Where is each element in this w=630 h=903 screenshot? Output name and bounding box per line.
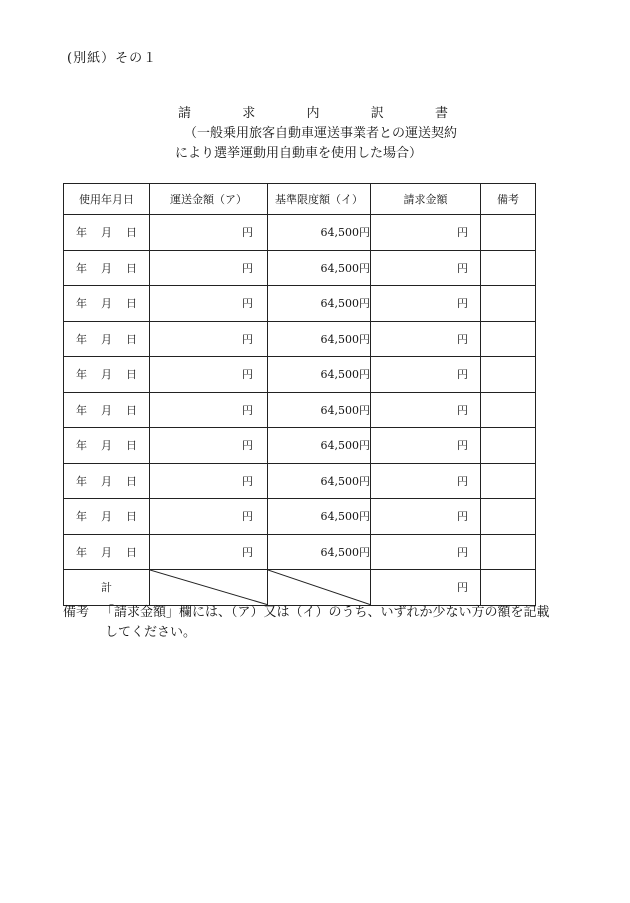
standard-limit-cell xyxy=(268,428,371,464)
table-row xyxy=(64,215,536,251)
diagonal-line xyxy=(268,570,370,605)
date-day-label: 日 xyxy=(126,510,137,524)
title-char: 求 xyxy=(242,106,256,121)
total-label: 計 xyxy=(64,570,150,606)
date-month-label: 月 xyxy=(101,261,112,275)
limit-yen: 円 xyxy=(359,545,370,559)
standard-limit-cell xyxy=(268,392,371,428)
remarks-cell xyxy=(481,215,536,251)
header-remarks: 備考 xyxy=(481,184,536,215)
date-month-label: 月 xyxy=(101,474,112,488)
limit-yen: 円 xyxy=(359,261,370,275)
header-claim-amount: 請求金額 xyxy=(371,184,481,215)
date-day-label: 日 xyxy=(126,297,137,311)
diagonal-cell xyxy=(150,570,268,606)
date-year-label: 年 xyxy=(76,439,87,453)
limit-yen: 円 xyxy=(359,297,370,311)
table-row xyxy=(64,428,536,464)
limit-amount: 64,500 xyxy=(320,510,359,524)
claim-amount-cell: 円 xyxy=(371,215,481,251)
standard-limit-cell xyxy=(268,215,371,251)
table-row xyxy=(64,534,536,570)
limit-yen: 円 xyxy=(359,332,370,346)
date-cell xyxy=(64,250,150,286)
remark-line-1: 「請求金額」欄には、（ア）又は（イ）のうち、いずれか少ない方の額を記載 xyxy=(101,605,550,620)
claim-amount-cell: 円 xyxy=(371,463,481,499)
claim-amount-cell: 円 xyxy=(371,428,481,464)
total-row xyxy=(64,570,536,606)
standard-limit-cell xyxy=(268,463,371,499)
transport-amount-cell: 円 xyxy=(150,215,268,251)
subtitle-line-2: により選挙運動用自動車を使用した場合） xyxy=(175,146,423,161)
table-row xyxy=(64,250,536,286)
date-cell xyxy=(64,215,150,251)
transport-amount-cell: 円 xyxy=(150,534,268,570)
title-char: 請 xyxy=(178,106,192,121)
table-row xyxy=(64,321,536,357)
header-standard-limit: 基準限度額（イ） xyxy=(268,184,371,215)
date-cell xyxy=(64,534,150,570)
table-row xyxy=(64,357,536,393)
transport-amount-cell: 円 xyxy=(150,463,268,499)
limit-amount: 64,500 xyxy=(320,545,359,559)
table-row xyxy=(64,463,536,499)
title-char: 書 xyxy=(434,106,448,121)
date-cell xyxy=(64,357,150,393)
claim-amount-cell: 円 xyxy=(371,534,481,570)
date-month-label: 月 xyxy=(101,226,112,240)
limit-yen: 円 xyxy=(359,403,370,417)
table-body xyxy=(64,215,536,570)
standard-limit-cell xyxy=(268,357,371,393)
transport-amount-cell: 円 xyxy=(150,428,268,464)
date-day-label: 日 xyxy=(126,474,137,488)
limit-yen: 円 xyxy=(359,368,370,382)
remarks-cell xyxy=(481,357,536,393)
date-day-label: 日 xyxy=(126,439,137,453)
header-transport-amount: 運送金額（ア） xyxy=(150,184,268,215)
date-day-label: 日 xyxy=(126,368,137,382)
claim-amount-cell: 円 xyxy=(371,250,481,286)
header-note: (別紙）その１ xyxy=(67,51,158,66)
date-day-label: 日 xyxy=(126,332,137,346)
limit-yen: 円 xyxy=(359,439,370,453)
transport-amount-cell: 円 xyxy=(150,321,268,357)
date-cell xyxy=(64,321,150,357)
remarks-cell xyxy=(481,392,536,428)
limit-amount: 64,500 xyxy=(320,439,359,453)
standard-limit-cell xyxy=(268,321,371,357)
limit-amount: 64,500 xyxy=(320,368,359,382)
date-year-label: 年 xyxy=(76,226,87,240)
transport-amount-cell: 円 xyxy=(150,392,268,428)
claim-amount-cell: 円 xyxy=(371,357,481,393)
total-claim-cell: 円 xyxy=(371,570,481,606)
date-year-label: 年 xyxy=(76,510,87,524)
limit-amount: 64,500 xyxy=(320,226,359,240)
transport-amount-cell: 円 xyxy=(150,499,268,535)
remark-line-2: してください。 xyxy=(105,625,197,640)
date-month-label: 月 xyxy=(101,545,112,559)
limit-amount: 64,500 xyxy=(320,403,359,417)
remark-note xyxy=(63,603,550,643)
table-row xyxy=(64,286,536,322)
table-row xyxy=(64,392,536,428)
date-year-label: 年 xyxy=(76,261,87,275)
date-day-label: 日 xyxy=(126,545,137,559)
limit-amount: 64,500 xyxy=(320,261,359,275)
document-subtitle xyxy=(175,124,457,164)
limit-amount: 64,500 xyxy=(320,297,359,311)
remarks-cell xyxy=(481,286,536,322)
date-month-label: 月 xyxy=(101,439,112,453)
date-cell xyxy=(64,463,150,499)
standard-limit-cell xyxy=(268,499,371,535)
date-year-label: 年 xyxy=(76,297,87,311)
date-year-label: 年 xyxy=(76,403,87,417)
standard-limit-cell xyxy=(268,286,371,322)
claim-amount-cell: 円 xyxy=(371,286,481,322)
limit-yen: 円 xyxy=(359,226,370,240)
subtitle-line-1: （一般乗用旅客自動車運送事業者との運送契約 xyxy=(184,126,458,141)
transport-amount-cell: 円 xyxy=(150,250,268,286)
limit-yen: 円 xyxy=(359,474,370,488)
date-cell xyxy=(64,499,150,535)
header-usage-date: 使用年月日 xyxy=(64,184,150,215)
transport-amount-cell: 円 xyxy=(150,357,268,393)
date-month-label: 月 xyxy=(101,368,112,382)
standard-limit-cell xyxy=(268,534,371,570)
table-row xyxy=(64,499,536,535)
diagonal-line xyxy=(150,570,267,605)
remarks-cell xyxy=(481,428,536,464)
date-month-label: 月 xyxy=(101,332,112,346)
breakdown-table xyxy=(63,183,536,606)
diagonal-cell xyxy=(268,570,371,606)
date-month-label: 月 xyxy=(101,297,112,311)
claim-amount-cell: 円 xyxy=(371,499,481,535)
total-remarks-cell xyxy=(481,570,536,606)
limit-amount: 64,500 xyxy=(320,474,359,488)
remarks-cell xyxy=(481,321,536,357)
document-title xyxy=(178,102,448,121)
date-day-label: 日 xyxy=(126,261,137,275)
claim-amount-cell: 円 xyxy=(371,321,481,357)
date-year-label: 年 xyxy=(76,545,87,559)
transport-amount-cell: 円 xyxy=(150,286,268,322)
date-year-label: 年 xyxy=(76,332,87,346)
date-month-label: 月 xyxy=(101,403,112,417)
limit-amount: 64,500 xyxy=(320,332,359,346)
date-month-label: 月 xyxy=(101,510,112,524)
remark-head: 備考 xyxy=(63,605,90,620)
remarks-cell xyxy=(481,250,536,286)
date-cell xyxy=(64,428,150,464)
remarks-cell xyxy=(481,463,536,499)
date-cell xyxy=(64,286,150,322)
date-year-label: 年 xyxy=(76,474,87,488)
title-char: 内 xyxy=(306,106,320,121)
date-day-label: 日 xyxy=(126,226,137,240)
limit-yen: 円 xyxy=(359,510,370,524)
remarks-cell xyxy=(481,534,536,570)
standard-limit-cell xyxy=(268,250,371,286)
remarks-cell xyxy=(481,499,536,535)
title-char: 訳 xyxy=(370,106,384,121)
date-cell xyxy=(64,392,150,428)
date-year-label: 年 xyxy=(76,368,87,382)
date-day-label: 日 xyxy=(126,403,137,417)
claim-amount-cell: 円 xyxy=(371,392,481,428)
table-header-row xyxy=(64,184,536,215)
